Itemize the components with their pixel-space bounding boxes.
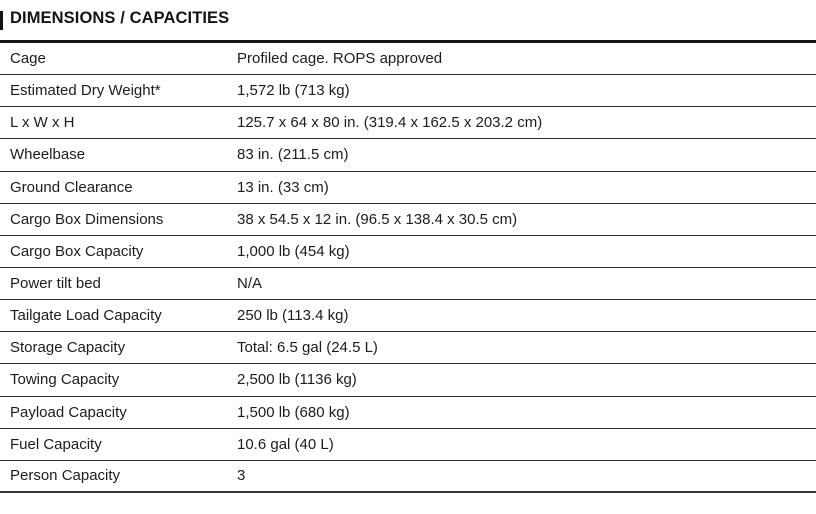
spec-row-value: 250 lb (113.4 kg)	[237, 307, 349, 325]
table-row	[0, 364, 816, 396]
spec-row-label: Estimated Dry Weight*	[10, 82, 161, 100]
table-row	[0, 139, 816, 171]
spec-row-value: 13 in. (33 cm)	[237, 178, 329, 196]
spec-row-value: 125.7 x 64 x 80 in. (319.4 x 162.5 x 203.2 cm)	[237, 114, 543, 132]
spec-row-value: 83 in. (211.5 cm)	[237, 146, 349, 164]
spec-row-value: Total: 6.5 gal (24.5 L)	[237, 339, 378, 357]
section-title: DIMENSIONS / CAPACITIES	[10, 9, 230, 27]
spec-row-label: Ground Clearance	[10, 178, 133, 196]
spec-row-label: Cage	[10, 50, 46, 68]
table-row	[0, 397, 816, 429]
spec-row-value: 38 x 54.5 x 12 in. (96.5 x 138.4 x 30.5 cm)	[237, 210, 518, 228]
spec-row-label: Wheelbase	[10, 146, 86, 164]
spec-row-label: Storage Capacity	[10, 339, 126, 357]
spec-row-value: 1,000 lb (454 kg)	[237, 242, 350, 260]
table-row	[0, 429, 816, 461]
table-row	[0, 236, 816, 268]
table-row	[0, 107, 816, 139]
spec-row-label: Power tilt bed	[10, 275, 101, 293]
spec-row-label: Tailgate Load Capacity	[10, 307, 162, 325]
spec-row-value: 3	[237, 467, 246, 485]
table-row	[0, 204, 816, 236]
table-row	[0, 172, 816, 204]
table-row	[0, 300, 816, 332]
spec-row-label: Fuel Capacity	[10, 435, 102, 453]
spec-row-value: N/A	[237, 275, 263, 293]
page-edge-artifact	[0, 11, 3, 30]
table-row	[0, 75, 816, 107]
spec-row-label: L x W x H	[10, 114, 75, 132]
table-row	[0, 43, 816, 75]
spec-row-label: Towing Capacity	[10, 371, 120, 389]
spec-row-value: Profiled cage. ROPS approved	[237, 50, 443, 68]
spec-row-value: 1,500 lb (680 kg)	[237, 403, 350, 421]
spec-row-label: Person Capacity	[10, 467, 121, 485]
table-row	[0, 332, 816, 364]
table-row	[0, 268, 816, 300]
spec-row-value: 1,572 lb (713 kg)	[237, 82, 350, 100]
spec-row-value: 10.6 gal (40 L)	[237, 435, 334, 453]
spec-row-value: 2,500 lb (1136 kg)	[237, 371, 357, 389]
spec-row-label: Payload Capacity	[10, 403, 127, 421]
dimensions-capacities-table	[0, 40, 816, 493]
table-row	[0, 461, 816, 493]
spec-row-label: Cargo Box Dimensions	[10, 210, 164, 228]
spec-row-label: Cargo Box Capacity	[10, 242, 144, 260]
